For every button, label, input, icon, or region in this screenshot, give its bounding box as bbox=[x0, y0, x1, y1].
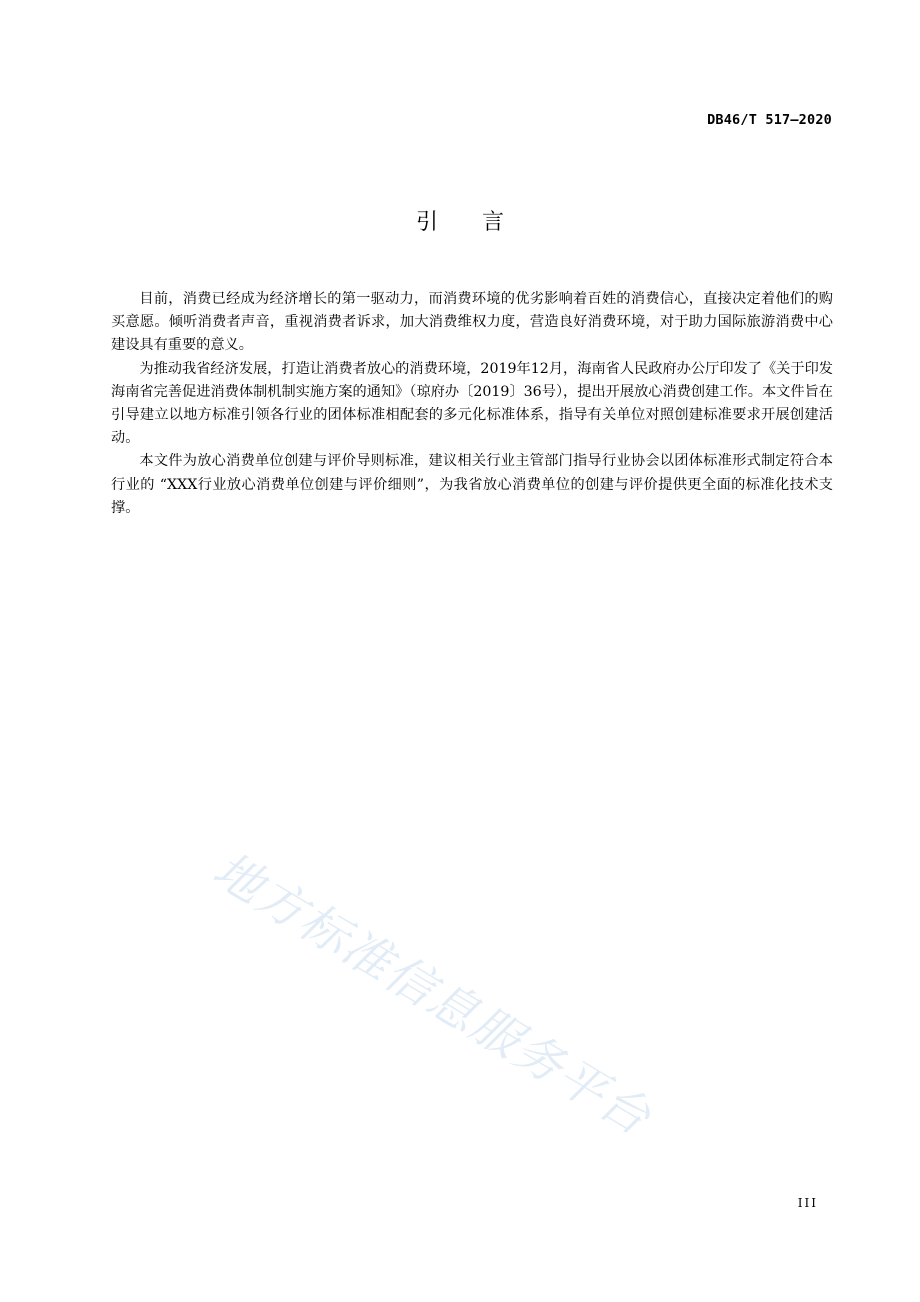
document-code: DB46/T 517—2020 bbox=[707, 112, 832, 128]
page-number: III bbox=[797, 1196, 818, 1210]
heading-char-1: 引 bbox=[415, 210, 438, 235]
watermark: 地方标准信息服务平台 bbox=[203, 841, 661, 1147]
section-heading bbox=[0, 205, 920, 236]
introduction-body bbox=[111, 288, 833, 520]
heading-char-2: 言 bbox=[482, 210, 505, 235]
paragraph-1: 目前，消费已经成为经济增长的第一驱动力，而消费环境的优劣影响着百姓的消费信心，直接决定着他们的购买意愿。倾听消费者声音，重视消费者诉求，加大消费维权力度，营造良好消费环境，对于助力国际旅游消费中心建设具有重要的意义。 bbox=[111, 291, 833, 354]
paragraph-2: 为推动我省经济发展，打造让消费者放心的消费环境，2019年12月，海南省人民政府办公厅印发了《关于印发海南省完善促进消费体制机制实施方案的通知》（琼府办〔2019〕36号），提出开展放心消费创建工作。本文件旨在引导建立以地方标准引领各行业的团体标准相配套的多元化标准体系，指导有关单位对照创建标准要求开展创建活动。 bbox=[111, 360, 833, 447]
paragraph-3: 本文件为放心消费单位创建与评价导则标准，建议相关行业主管部门指导行业协会以团体标准形式制定符合本行业的 “XXX行业放心消费单位创建与评价细则”，为我省放心消费单位的创建与评价提供更全面的标准化技术支撑。 bbox=[111, 453, 833, 516]
